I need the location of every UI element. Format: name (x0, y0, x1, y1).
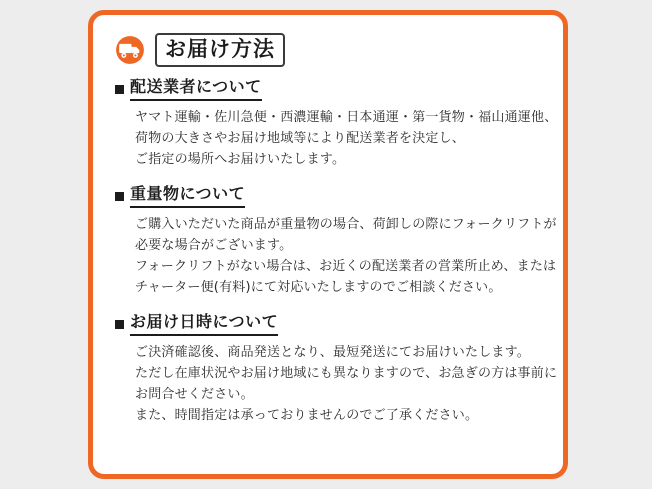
panel-title-row (113, 33, 545, 67)
section-heading-row (115, 312, 545, 336)
delivery-truck-icon (113, 35, 147, 65)
section-body (135, 214, 557, 298)
section-heading: 重量物について (130, 184, 245, 208)
section-body (135, 107, 558, 170)
body-line: ご購入いただいた商品が重量物の場合、荷卸しの際にフォークリフトが (135, 216, 557, 232)
body-line: フォークリフトがない場合は、お近くの配送業者の営業所止め、または (135, 259, 557, 275)
section-shipping-carrier (111, 77, 558, 170)
body-line: チャーター便(有料)にて対応いたしますのでご相談ください。 (135, 280, 502, 296)
section-heading-row (115, 77, 545, 101)
square-bullet-icon (115, 85, 124, 94)
body-line: ご指定の場所へお届けいたします。 (135, 152, 346, 168)
body-line: また、時間指定は承っておりませんのでご了承ください。 (135, 408, 479, 424)
section-heading: お届け日時について (130, 312, 278, 336)
section-delivery-datetime (111, 312, 558, 426)
section-heavy-items (111, 184, 557, 298)
section-heading: 配送業者について (130, 77, 262, 101)
body-line: 荷物の大きさやお届け地域等により配送業者を決定し、 (135, 131, 466, 147)
delivery-info-panel (88, 10, 568, 479)
body-line: ただし在庫状況やお届け地域にも異なりますので、お急ぎの方は事前に (135, 366, 558, 382)
section-heading-row (115, 184, 545, 208)
body-line: お問合せください。 (135, 387, 254, 403)
square-bullet-icon (115, 192, 124, 201)
panel-title: お届け方法 (155, 33, 285, 67)
body-line: ご決済確認後、商品発送となり、最短発送にてお届けいたします。 (135, 344, 530, 360)
body-line: ヤマト運輸・佐川急便・西濃運輸・日本通運・第一貨物・福山通運他、 (135, 110, 558, 126)
body-line: 必要な場合がございます。 (135, 238, 293, 254)
section-body (135, 342, 558, 426)
square-bullet-icon (115, 320, 124, 329)
